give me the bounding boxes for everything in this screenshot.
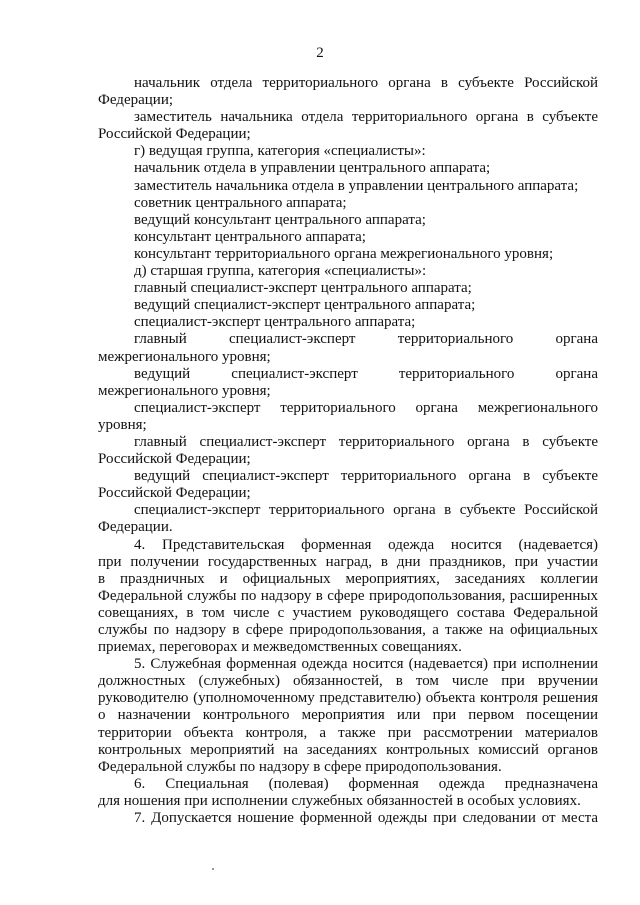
text-line: в праздничных и официальных мероприятиях, заседаниях коллегии xyxy=(98,570,598,587)
text-line: специалист-эксперт центрального аппарата; xyxy=(134,314,416,331)
text-line: для ношения при исполнении служебных обязанностей в особых условиях. xyxy=(98,792,581,809)
text-line: Федерации; xyxy=(98,92,174,109)
page-number: 2 xyxy=(316,45,324,61)
text-line: консультант центрального аппарата; xyxy=(134,228,366,245)
text-line: уровня; xyxy=(98,416,147,433)
text-line: контрольных мероприятий на заседаниях контрольных комиссий органов xyxy=(98,741,598,758)
text-line: ведущий специалист-эксперт центрального аппарата; xyxy=(134,297,476,314)
text-line: совещаниях, в том числе с участием руководящего состава Федеральной xyxy=(98,604,598,621)
text-line: заместитель начальника отдела территориального органа в субъекте xyxy=(134,109,598,126)
text-line: советник центрального аппарата; xyxy=(134,194,347,211)
text-line: Российской Федерации; xyxy=(98,451,251,468)
text-line: Российской Федерации; xyxy=(98,126,251,143)
text-line: Федерации. xyxy=(98,519,173,536)
text-line: о назначении контрольного мероприятия или при первом посещении xyxy=(98,707,598,724)
text-line: Федеральной службы по надзору в сфере природопользования, расширенных xyxy=(98,587,598,604)
text-line: д) старшая группа, категория «специалисты»: xyxy=(134,263,427,280)
text-line: должностных (служебных) обязанностей, в том числе при вручении xyxy=(98,673,598,690)
text-line: специалист-эксперт территориального органа межрегионального xyxy=(134,399,598,416)
text-line: межрегионального уровня; xyxy=(98,382,271,399)
text-line: межрегионального уровня; xyxy=(98,348,271,365)
text-line: главный специалист-эксперт центрального аппарата; xyxy=(134,280,472,297)
text-line: главный специалист-эксперт территориального органа в субъекте xyxy=(134,433,598,450)
scan-speck xyxy=(212,868,214,870)
text-line: Федеральной службы по надзору в сфере природопользования. xyxy=(98,758,502,775)
text-line: г) ведущая группа, категория «специалисты»: xyxy=(134,143,426,160)
text-line: территории объекта контроля, а также при рассмотрении материалов xyxy=(98,724,598,741)
text-line: службы по надзору в сфере природопользования, а также на официальных xyxy=(98,622,598,638)
text-line: приемах, переговорах и межведомственных совещаниях. xyxy=(98,639,462,656)
text-line: консультант территориального органа межрегионального уровня; xyxy=(134,245,554,262)
text-line: ведущий консультант центрального аппарата; xyxy=(134,211,426,228)
text-line: руководителю (уполномоченному представителю) объекта контроля решения xyxy=(98,690,598,707)
text-line: 7. Допускается ношение форменной одежды при следовании от места xyxy=(134,810,598,827)
text-line: заместитель начальника отдела в управлении центрального аппарата; xyxy=(134,177,579,194)
document-body xyxy=(98,75,598,827)
text-line: ведущий специалист-эксперт территориального органа xyxy=(134,365,598,382)
text-line: Российской Федерации; xyxy=(98,485,251,502)
text-line: при получении государственных наград, в дни праздников, при участии xyxy=(98,553,598,570)
text-line: 6. Специальная (полевая) форменная одежда предназначена xyxy=(134,775,598,792)
text-line: начальник отдела в управлении центрального аппарата; xyxy=(134,160,491,177)
text-line: начальник отдела территориального органа в субъекте Российской xyxy=(134,75,598,91)
text-line: 5. Служебная форменная одежда носится (надевается) при исполнении xyxy=(134,656,598,673)
text-line: ведущий специалист-эксперт территориального органа в субъекте xyxy=(134,468,598,485)
text-line: 4. Представительская форменная одежда носится (надевается) xyxy=(134,536,598,553)
text-line: специалист-эксперт территориального органа в субъекте Российской xyxy=(134,502,598,519)
text-line: главный специалист-эксперт территориального органа xyxy=(134,331,598,348)
